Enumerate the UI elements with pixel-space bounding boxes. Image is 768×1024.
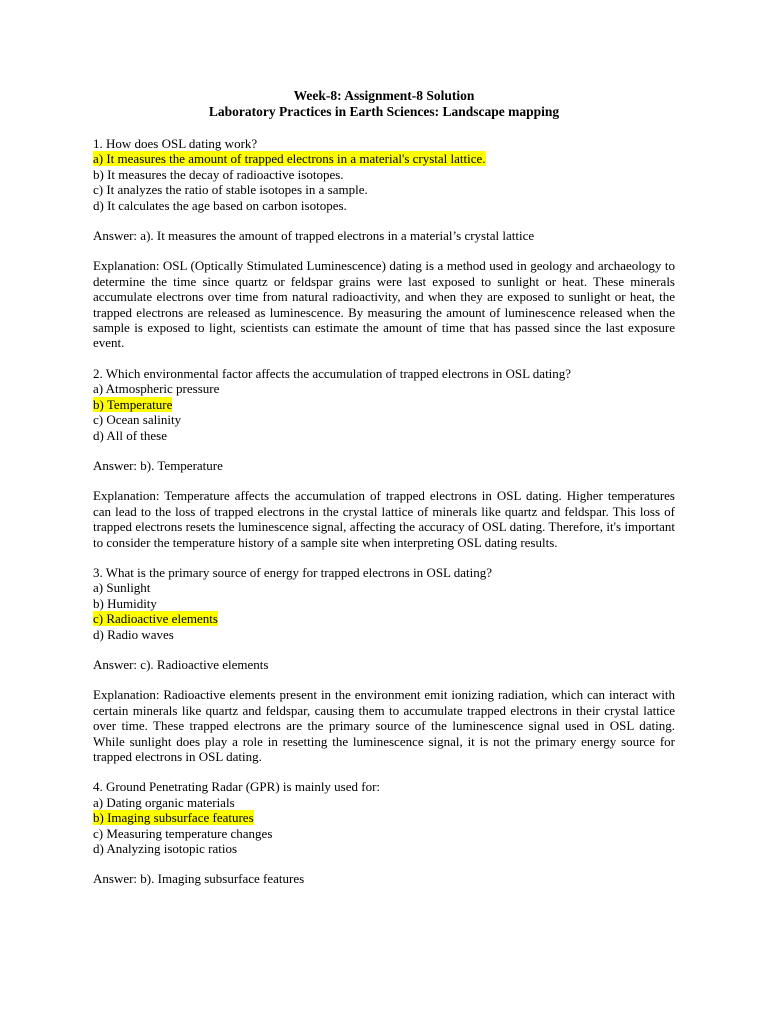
option-d: d) Analyzing isotopic ratios	[93, 841, 238, 857]
question-text: 3. What is the primary source of energy for trapped electrons in OSL dating?	[93, 564, 493, 580]
option-a: a) Dating organic materials	[93, 794, 235, 810]
highlighted-correct-option: a) It measures the amount of trapped electrons in a material's crystal lattice.	[93, 151, 486, 167]
question-section-4	[93, 779, 675, 886]
question-text: 4. Ground Penetrating Radar (GPR) is mainly used for:	[93, 779, 381, 795]
question-block	[93, 565, 675, 642]
answer-text: Answer: a). It measures the amount of trapped electrons in a material’s crystal lattice	[93, 228, 535, 244]
answer-text: Answer: c). Radioactive elements	[93, 656, 269, 672]
option-b	[93, 810, 675, 825]
option-d: d) It calculates the age based on carbon isotopes.	[93, 197, 347, 213]
highlighted-correct-option: b) Temperature	[93, 396, 173, 412]
document-subtitle: Laboratory Practices in Earth Sciences: Landscape mapping	[208, 104, 560, 119]
option-a: a) Sunlight	[93, 580, 151, 596]
question-section-2	[93, 366, 675, 550]
question-text: 2. Which environmental factor affects the accumulation of trapped electrons in OSL dating?	[93, 365, 572, 381]
option-c	[93, 611, 675, 626]
explanation-text: Explanation: Radioactive elements present in the environment emit ionizing radiation, which can interact with certain minerals like quartz and feldspar, causing them to accumulate trapped electrons in their crystal lattice over time. These trapped electrons are the primary source of the luminescence signal used in OSL dating. While sunlight does play a role in resetting the luminescence signal, it is not the primary energy source for trapped electrons in OSL dating.	[93, 687, 675, 764]
option-a	[93, 151, 675, 166]
option-b: b) It measures the decay of radioactive isotopes.	[93, 166, 344, 182]
question-block	[93, 136, 675, 213]
option-c: c) Ocean salinity	[93, 412, 182, 428]
question-block	[93, 366, 675, 443]
option-c: c) Measuring temperature changes	[93, 825, 273, 841]
question-text: 1. How does OSL dating work?	[93, 136, 258, 151]
highlighted-correct-option: b) Imaging subsurface features	[93, 810, 254, 826]
question-section-1	[93, 136, 675, 351]
option-b: b) Humidity	[93, 595, 157, 611]
title-block	[93, 88, 675, 120]
document-page	[93, 88, 675, 902]
option-b	[93, 397, 675, 412]
explanation-text: Explanation: OSL (Optically Stimulated Luminescence) dating is a method used in geology and archaeology to determine the time since quartz or feldspar grains were last exposed to sunlight or heat. These minerals accumulate electrons over time from natural radioactivity, and when they are exposed to sunlight or heat, the trapped electrons are released as luminescence. By measuring the amount of luminescence released when the sample is exposed to light, scientists can estimate the amount of time that has passed since the last exposure event.	[93, 258, 675, 351]
option-d: d) All of these	[93, 427, 168, 443]
question-section-3	[93, 565, 675, 764]
answer-text: Answer: b). Imaging subsurface features	[93, 871, 305, 887]
answer-text: Answer: b). Temperature	[93, 457, 223, 473]
highlighted-correct-option: c) Radioactive elements	[93, 611, 218, 627]
explanation-text: Explanation: Temperature affects the accumulation of trapped electrons in OSL dating. Higher temperatures can lead to the loss of trapped electrons in the crystal lattice of minerals like quartz and feldspar. This loss of trapped electrons resets the luminescence signal, affecting the accuracy of OSL dating. Therefore, it's important to consider the temperature history of a sample site when interpreting OSL dating results.	[93, 488, 675, 550]
option-c: c) It analyzes the ratio of stable isotopes in a sample.	[93, 182, 368, 198]
document-title: Week-8: Assignment-8 Solution	[293, 88, 475, 103]
option-d: d) Radio waves	[93, 626, 174, 642]
option-a: a) Atmospheric pressure	[93, 381, 220, 397]
question-block	[93, 779, 675, 856]
